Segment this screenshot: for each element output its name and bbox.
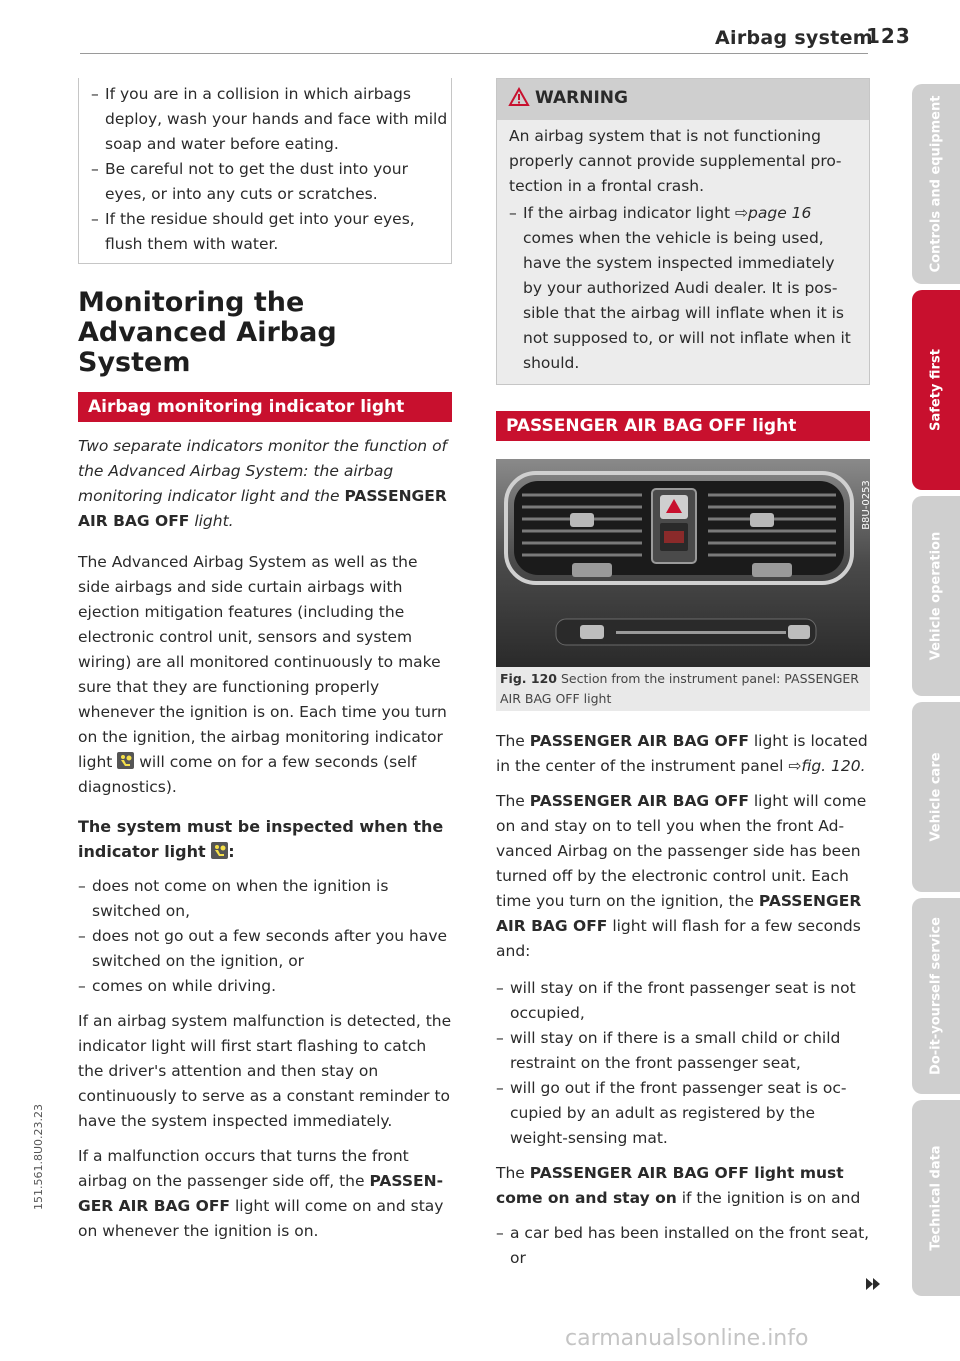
- list-item: – does not go out a few seconds after you have switched on the ignition, or: [78, 924, 452, 974]
- malfunction-paragraph: If an airbag system malfunction is detected, the indicator light will first start flashing to catch the driver's attention and then stay on continuously to serve as a constant reminder to have the system inspected immediately.: [78, 1012, 452, 1130]
- figure-caption: [496, 667, 870, 711]
- side-document-code: 151.561.8U0.23.23: [32, 1103, 45, 1210]
- monitoring-text-a: The Advanced Airbag System as well as the side airbags and side curtain airbags with ejection mitigation features (including the electronic control unit, sensors and system wiring) are all monitored continuously to make sure that they are functioning properly whenever the ignition is on. Each time you turn on the ignition, the airbag monitoring indicator light: [78, 553, 447, 771]
- list-item: – will stay on if there is a small child or child restraint on the front passenger seat,: [496, 1026, 870, 1076]
- tab-label: Vehicle operation: [928, 531, 944, 661]
- instrument-panel-illustration: [496, 459, 870, 667]
- tab-vehicle-operation[interactable]: [912, 496, 960, 696]
- fig-120-link[interactable]: ⇨fig. 120.: [788, 757, 866, 775]
- warning-triangle-icon: [509, 82, 529, 120]
- subheading-passenger-airbag-off: PASSENGER AIR BAG OFF light: [496, 411, 870, 441]
- passenger-off-text-a: If a malfunction occurs that turns the front airbag on the passenger side off, the: [78, 1147, 409, 1190]
- location-text-b: PASSENGER AIR BAG OFF: [529, 732, 749, 750]
- behavior-text-e: light will flash for a few seconds and:: [496, 917, 861, 960]
- warning-item-text-b: comes when the vehicle is being used, have the system inspected immediately by your authorized Audi dealer. It is possible that the airbag will inflate when it is not supposed to, or will not inflate when it should.: [523, 229, 851, 372]
- tab-label: Technical data: [928, 1145, 944, 1251]
- behavior-text-d: PASSENGER AIR BAG OFF: [496, 892, 862, 935]
- inspect-heading: [78, 814, 452, 864]
- intro-text-b: PASSENGER AIR BAG OFF: [78, 487, 447, 530]
- figure-label: Fig. 120: [500, 671, 557, 686]
- watermark: carmanualsonline.info: [565, 1326, 809, 1351]
- box-item: – If you are in a collision in which airbags deploy, wash your hands and face with mild soap and water before eating.: [79, 82, 451, 157]
- behavior-list: [496, 976, 870, 1151]
- list-item: – will stay on if the front passenger seat is not occupied,: [496, 976, 870, 1026]
- monitoring-text-b: will come on for a few seconds (self diagnostics).: [78, 753, 417, 796]
- intro-paragraph: [78, 434, 452, 534]
- subheading-airbag-monitoring: Airbag monitoring indicator light: [78, 392, 452, 422]
- tab-label: Vehicle care: [928, 752, 944, 842]
- inspect-heading-text: The system must be inspected when the indicator light: [78, 817, 444, 861]
- location-paragraph: [496, 729, 870, 779]
- behavior-text-b: PASSENGER AIR BAG OFF: [529, 792, 749, 810]
- tab-label: Controls and equipment: [928, 95, 944, 273]
- passenger-off-text-c: light will come on and stay on whenever the ignition is on.: [78, 1197, 444, 1240]
- warning-item: [509, 201, 857, 376]
- tab-controls-and-equipment[interactable]: [912, 84, 960, 284]
- box-item: – Be careful not to get the dust into your eyes, or into any cuts or scratches.: [79, 157, 451, 207]
- airbag-indicator-icon: [211, 842, 228, 859]
- location-text-a: The: [496, 732, 530, 750]
- continue-arrow-icon: [866, 1273, 880, 1298]
- page-number: 123: [866, 24, 911, 48]
- warning-body: [497, 120, 869, 384]
- must-text-b: PASSENGER AIR BAG OFF light must come on and stay on: [496, 1164, 844, 1207]
- monitoring-paragraph: [78, 550, 452, 800]
- list-item: – comes on while driving.: [78, 974, 452, 999]
- page-16-link[interactable]: ⇨page 16: [735, 204, 812, 222]
- intro-text-c: light.: [189, 512, 234, 530]
- must-come-on-list: [496, 1221, 870, 1271]
- warning-text: An airbag system that is not functioning properly cannot provide supplemental protection in a frontal crash.: [509, 127, 842, 195]
- must-come-on-paragraph: [496, 1161, 870, 1211]
- running-header-title: Airbag system: [715, 27, 873, 49]
- left-column: [78, 78, 452, 1244]
- header-rule: [80, 53, 868, 54]
- intro-text-a: Two separate indicators monitor the function of the Advanced Airbag System: the airbag monitoring indicator light and the: [78, 437, 448, 505]
- tab-safety-first[interactable]: [912, 290, 960, 490]
- behavior-paragraph: [496, 789, 870, 964]
- must-text-a: The: [496, 1164, 530, 1182]
- must-text-c: if the ignition is on and: [676, 1189, 861, 1207]
- list-item: – will go out if the front passenger seat is occupied by an adult as registered by the weight-sensing mat.: [496, 1076, 870, 1151]
- location-text-c: light is located in the center of the instrument panel: [496, 732, 868, 775]
- passenger-off-paragraph: [78, 1144, 452, 1244]
- warning-header: [497, 79, 869, 120]
- tab-label: Do-it-yourself service: [928, 917, 944, 1075]
- tab-vehicle-care[interactable]: [912, 702, 960, 892]
- figure-caption-text: Section from the instrument panel: PASSENGER AIR BAG OFF light: [500, 671, 859, 706]
- box-item: – If the residue should get into your eyes, flush them with water.: [79, 207, 451, 257]
- tab-technical-data[interactable]: [912, 1100, 960, 1296]
- section-heading: Monitoring the Advanced Airbag System: [78, 287, 337, 378]
- residue-tips-box: [78, 78, 452, 264]
- behavior-text-a: The: [496, 792, 530, 810]
- inspect-list: [78, 874, 452, 999]
- warning-item-text-a: If the airbag indicator light: [523, 204, 736, 222]
- warning-box: [496, 78, 870, 385]
- airbag-indicator-icon: [117, 752, 134, 769]
- warning-title: WARNING: [535, 88, 628, 108]
- list-item: – a car bed has been installed on the front seat, or: [496, 1221, 870, 1271]
- list-item: – does not come on when the ignition is switched on,: [78, 874, 452, 924]
- right-column: [496, 78, 873, 1271]
- tab-label: Safety first: [928, 349, 944, 431]
- inspect-heading-colon: :: [228, 842, 235, 861]
- figure-code: B8U-0253: [861, 480, 873, 530]
- tab-do-it-yourself-service[interactable]: [912, 898, 960, 1094]
- figure-instrument-panel: [496, 459, 873, 667]
- passenger-off-text-b: PASSENGER AIR BAG OFF: [78, 1172, 444, 1215]
- behavior-text-c: light will come on and stay on to tell you when the front Advanced Airbag on the passenger side has been turned off by the electronic control unit. Each time you turn on the ignition, the: [496, 792, 867, 910]
